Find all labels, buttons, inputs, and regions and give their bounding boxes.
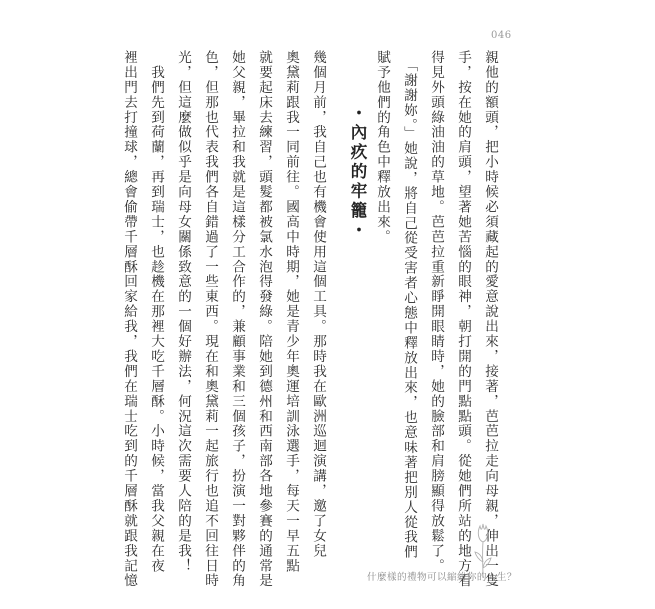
text-column: 光，但這麼做似乎是向母女關係致意的一個好辦法，何況這次需要人陪的是我！: [175, 50, 191, 574]
text-column: 「謝謝妳。」她說，將自己從受害者心態中釋放出來，也意味著把別人從我們: [401, 50, 417, 560]
page-number: 046: [491, 30, 512, 41]
section-heading: ・內疚的牢籠・: [348, 104, 367, 241]
text-column: 手，按在她的肩頭，望著她苦惱的眼神，朝打開的門點點頭。從她們所站的地方看: [455, 50, 471, 589]
running-footer-title: 什麼樣的禮物可以縮紛你的人生？: [367, 572, 517, 583]
text-column: 得見外頭綠油油的草地。芭芭拉重新睜開眼睛時，她的臉部和肩膀顯得放鬆了。: [428, 50, 444, 574]
text-column: 就要起床去練習，頭髮都被氯水泡得發綠。陪她到德州和西南部各地參賽的通常是: [256, 50, 272, 589]
text-column: 親他的額頭，把小時候必須藏起的愛意說出來，接著，芭芭拉走向母親，伸出一隻: [482, 50, 498, 589]
text-column: 賦予他們的角色中釋放出來。: [374, 50, 390, 245]
text-column: 她父親，畢拉和我就是這樣分工合作的，兼顧事業和三個孩子，扮演一對夥伴的角: [229, 50, 245, 589]
text-column: 幾個月前，我自己也有機會使用這個工具。那時我在歐洲巡迴演講，邀了女兒: [310, 50, 326, 559]
text-column: 我們先到荷蘭，再到瑞士，也趁機在那裡大吃千層酥。小時候，當我父親在夜: [148, 50, 164, 574]
text-column: 裡出門去打撞球，總會偷帶千層酥回家給我，我們在瑞士吃到的千層酥就跟我記憶: [121, 50, 137, 589]
text-column: 奧黛莉跟我一同前往。國高中時期，她是青少年奧運培訓泳選手，每天一早五點: [283, 50, 299, 574]
text-column: 色，但那也代表我們各自錯過了一些東西。現在和奧黛莉一起旅行也追不回往日時: [202, 50, 218, 589]
